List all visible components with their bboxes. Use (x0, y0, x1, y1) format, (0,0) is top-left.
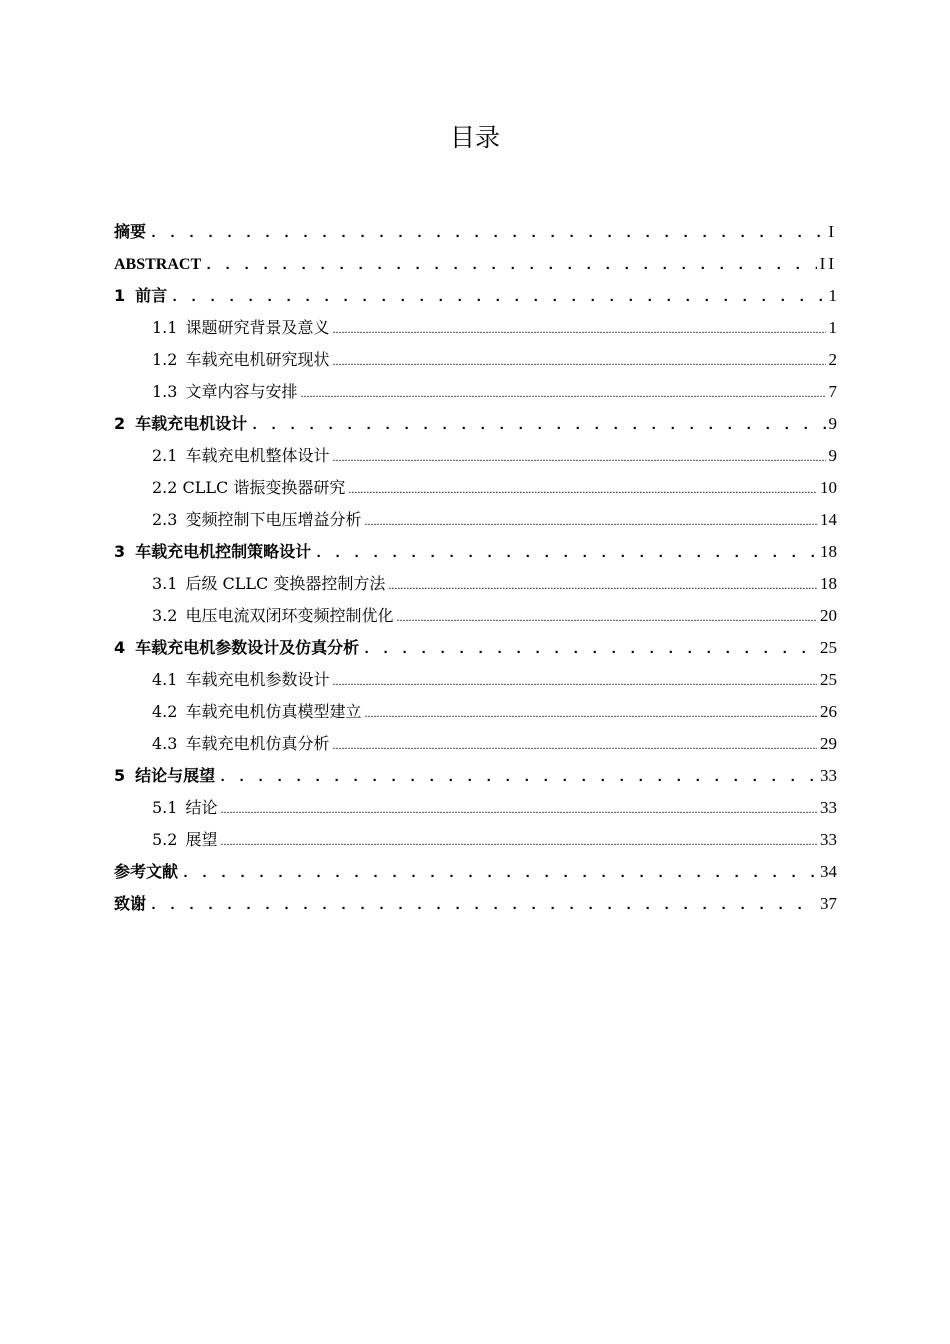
toc-entry-title: 2.2 CLLC 谐振变换器研究 (152, 478, 346, 497)
toc-page-number: 33 (820, 798, 837, 817)
toc-entry-number: 5 (114, 766, 126, 785)
toc-entry-chapter-4[interactable] (114, 632, 837, 664)
toc-entry-section-5-2[interactable] (114, 824, 837, 856)
toc-entry-title: 后级 CLLC 变换器控制方法 (185, 574, 386, 593)
toc-leader-dots (218, 760, 817, 794)
toc-entry-number: 2.3 (152, 510, 178, 529)
toc-entry-number: 1 (114, 286, 126, 305)
toc-leader-dots (250, 408, 825, 442)
toc-leader-dots (332, 664, 817, 697)
toc-entry-number: 4.1 (152, 670, 178, 689)
toc-entry-title: 结论与展望 (135, 766, 216, 785)
toc-entry-number: 3.1 (152, 574, 178, 593)
toc-leader-dots (181, 856, 817, 890)
toc-entry-section-2-2[interactable] (114, 472, 837, 504)
toc-entry-chapter-5[interactable] (114, 760, 837, 792)
toc-entry-chapter-2[interactable] (114, 408, 837, 440)
toc-page-number: 7 (828, 382, 837, 401)
toc-entry-title: 车载充电机控制策略设计 (135, 542, 312, 561)
toc-page-number: 1 (828, 318, 837, 337)
toc-entry-section-2-1[interactable] (114, 440, 837, 472)
toc-page-number: 29 (820, 734, 837, 753)
toc-leader-dots (204, 248, 817, 282)
toc-entry-title: ABSTRACT (114, 256, 202, 273)
toc-entry-section-4-1[interactable] (114, 664, 837, 696)
toc-entry-title: 车载充电机参数设计 (185, 670, 330, 689)
toc-entry-section-1-1[interactable] (114, 312, 837, 344)
toc-page-number: 25 (820, 670, 837, 689)
toc-entry-title: 车载充电机研究现状 (185, 350, 330, 369)
toc-page-number: II (819, 254, 837, 273)
toc-entry-section-1-2[interactable] (114, 344, 837, 376)
toc-leader-dots (332, 440, 825, 473)
toc-leader-dots (332, 312, 825, 345)
toc-entry-number: 5.2 (152, 830, 178, 849)
toc-page-number: 33 (820, 766, 837, 785)
toc-page-number: 2 (828, 350, 837, 369)
toc-entry-title: 车载充电机参数设计及仿真分析 (135, 638, 360, 657)
toc-page-number: 10 (820, 478, 837, 497)
toc-entry-number: 4 (114, 638, 126, 657)
toc-leader-dots (362, 632, 817, 666)
toc-leader-dots (220, 792, 817, 825)
toc-entry-number: 1.3 (152, 382, 178, 401)
toc-entry-number: 5.1 (152, 798, 178, 817)
toc-entry-number: 3.2 (152, 606, 178, 625)
toc-entry-number: 1.2 (152, 350, 178, 369)
toc-page-number: 26 (820, 702, 837, 721)
toc-leader-dots (170, 280, 825, 314)
toc-leader-dots (332, 344, 825, 377)
toc-page-number: 33 (820, 830, 837, 849)
toc-entry-acknowledgements[interactable] (114, 888, 837, 920)
toc-entry-section-4-3[interactable] (114, 728, 837, 760)
toc-entry-section-3-1[interactable] (114, 568, 837, 600)
toc-entry-references[interactable] (114, 856, 837, 888)
toc-entry-number: 3 (114, 542, 126, 561)
toc-entry-title: 车载充电机仿真分析 (185, 734, 330, 753)
toc-page-number: 18 (820, 542, 837, 561)
toc-entry-title: 结论 (185, 798, 218, 817)
page-title: 目录 (449, 123, 500, 152)
toc-entry-section-2-3[interactable] (114, 504, 837, 536)
toc-entry-section-1-3[interactable] (114, 376, 837, 408)
toc-page-number: 25 (820, 638, 837, 657)
toc-entry-abstract-cn[interactable] (114, 216, 837, 248)
toc-entry-title: 电压电流双闭环变频控制优化 (185, 606, 394, 625)
toc-entry-title: 车载充电机仿真模型建立 (185, 702, 362, 721)
toc-leader-dots (364, 696, 817, 729)
toc-page-number: I (828, 222, 837, 241)
toc-entry-title: 前言 (135, 286, 168, 305)
toc-entry-number: 1.1 (152, 318, 178, 337)
toc-page-number: 9 (828, 446, 837, 465)
toc-leader-dots (300, 376, 825, 409)
toc-entry-chapter-3[interactable] (114, 536, 837, 568)
toc-entry-title: 摘要 (114, 222, 147, 241)
toc-page-number: 9 (828, 414, 837, 433)
toc-page-number: 14 (820, 510, 837, 529)
toc-page-number: 1 (828, 286, 837, 305)
toc-leader-dots (314, 536, 817, 570)
toc-entry-title: 致谢 (114, 894, 147, 913)
toc-leader-dots (396, 600, 817, 633)
toc-leader-dots (348, 472, 817, 505)
toc-entry-section-5-1[interactable] (114, 792, 837, 824)
toc-entry-number: 2 (114, 414, 126, 433)
toc-leader-dots (332, 728, 817, 761)
toc-leader-dots (388, 568, 817, 601)
toc-leader-dots (149, 888, 817, 922)
toc-entry-chapter-1[interactable] (114, 280, 837, 312)
toc-entry-title: 车载充电机整体设计 (185, 446, 330, 465)
toc-leader-dots (364, 504, 817, 537)
toc-entry-number: 4.2 (152, 702, 178, 721)
toc-entry-number: 2.1 (152, 446, 178, 465)
toc-page-number: 34 (820, 862, 837, 881)
toc-entry-section-3-2[interactable] (114, 600, 837, 632)
toc-leader-dots (149, 216, 825, 250)
toc-leader-dots (220, 824, 817, 857)
toc-entry-title: 文章内容与安排 (185, 382, 298, 401)
toc-page-number: 20 (820, 606, 837, 625)
toc-entry-title: 变频控制下电压增益分析 (185, 510, 362, 529)
toc-entry-title: 参考文献 (114, 862, 179, 881)
toc-page-number: 37 (820, 894, 837, 913)
toc-entry-title: 车载充电机设计 (135, 414, 248, 433)
toc-page-number: 18 (820, 574, 837, 593)
toc-entry-title: 课题研究背景及意义 (185, 318, 330, 337)
toc-entry-abstract-en[interactable] (114, 248, 837, 280)
toc-entry-section-4-2[interactable] (114, 696, 837, 728)
table-of-contents (114, 216, 837, 920)
toc-entry-title: 展望 (185, 830, 218, 849)
toc-entry-number: 4.3 (152, 734, 178, 753)
